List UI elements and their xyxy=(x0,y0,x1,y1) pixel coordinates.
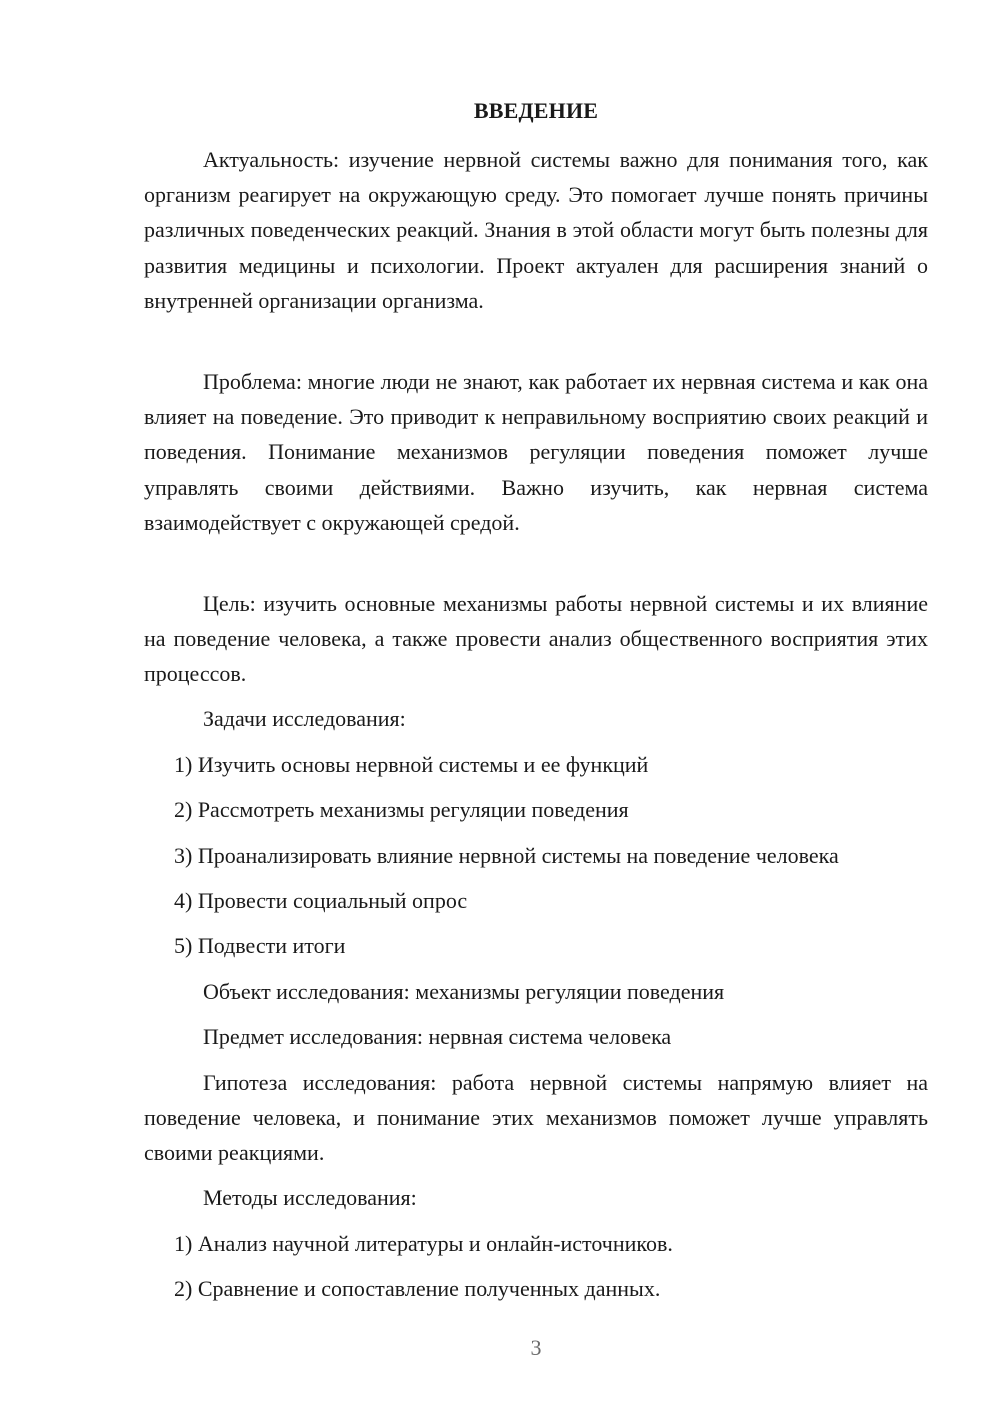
goal-paragraph: Цель: изучить основные механизмы работы нервной системы и их влияние на поведение человека, а также провести анализ общественного восприятия этих процессов. xyxy=(144,591,928,687)
relevance-paragraph: Актуальность: изучение нервной системы важно для понимания того, как организм реагирует на окружающую среду. Это помогает лучше понять причины различных поведенческих реакций. Знания в этой области могут быть полезны для развития медицины и психологии. Проект актуален для расширения знаний о внутренней организации организма. xyxy=(144,147,928,313)
method-item: 2) Сравнение и сопоставление полученных данных. xyxy=(174,1276,661,1301)
task-item: 2) Рассмотреть механизмы регуляции поведения xyxy=(174,797,629,822)
task-item: 1) Изучить основы нервной системы и ее функций xyxy=(174,752,649,777)
methods-label: Методы исследования: xyxy=(203,1185,417,1210)
page-number: 3 xyxy=(530,1335,542,1360)
problem-paragraph: Проблема: многие люди не знают, как работает их нервная система и как она влияет на поведение. Это приводит к неправильному восприятию своих реакций и поведения. Понимание механизмов регуляции поведения поможет лучше управлять своими действиями. Важно изучить, как нервная система взаимодействует с окружающей средой. xyxy=(144,369,928,535)
tasks-label: Задачи исследования: xyxy=(203,706,406,731)
task-item: 5) Подвести итоги xyxy=(174,933,346,958)
task-item: 4) Провести социальный опрос xyxy=(174,888,468,913)
hypothesis-paragraph: Гипотеза исследования: работа нервной системы напрямую влияет на поведение человека, и понимание этих механизмов поможет лучше управлять своими реакциями. xyxy=(144,1070,928,1166)
task-item: 3) Проанализировать влияние нервной системы на поведение человека xyxy=(174,843,839,868)
method-item: 1) Анализ научной литературы и онлайн-источников. xyxy=(174,1231,673,1256)
research-subject: Предмет исследования: нервная система человека xyxy=(203,1024,672,1049)
section-heading: ВВЕДЕНИЕ xyxy=(473,98,599,123)
research-object: Объект исследования: механизмы регуляции поведения xyxy=(203,979,725,1004)
